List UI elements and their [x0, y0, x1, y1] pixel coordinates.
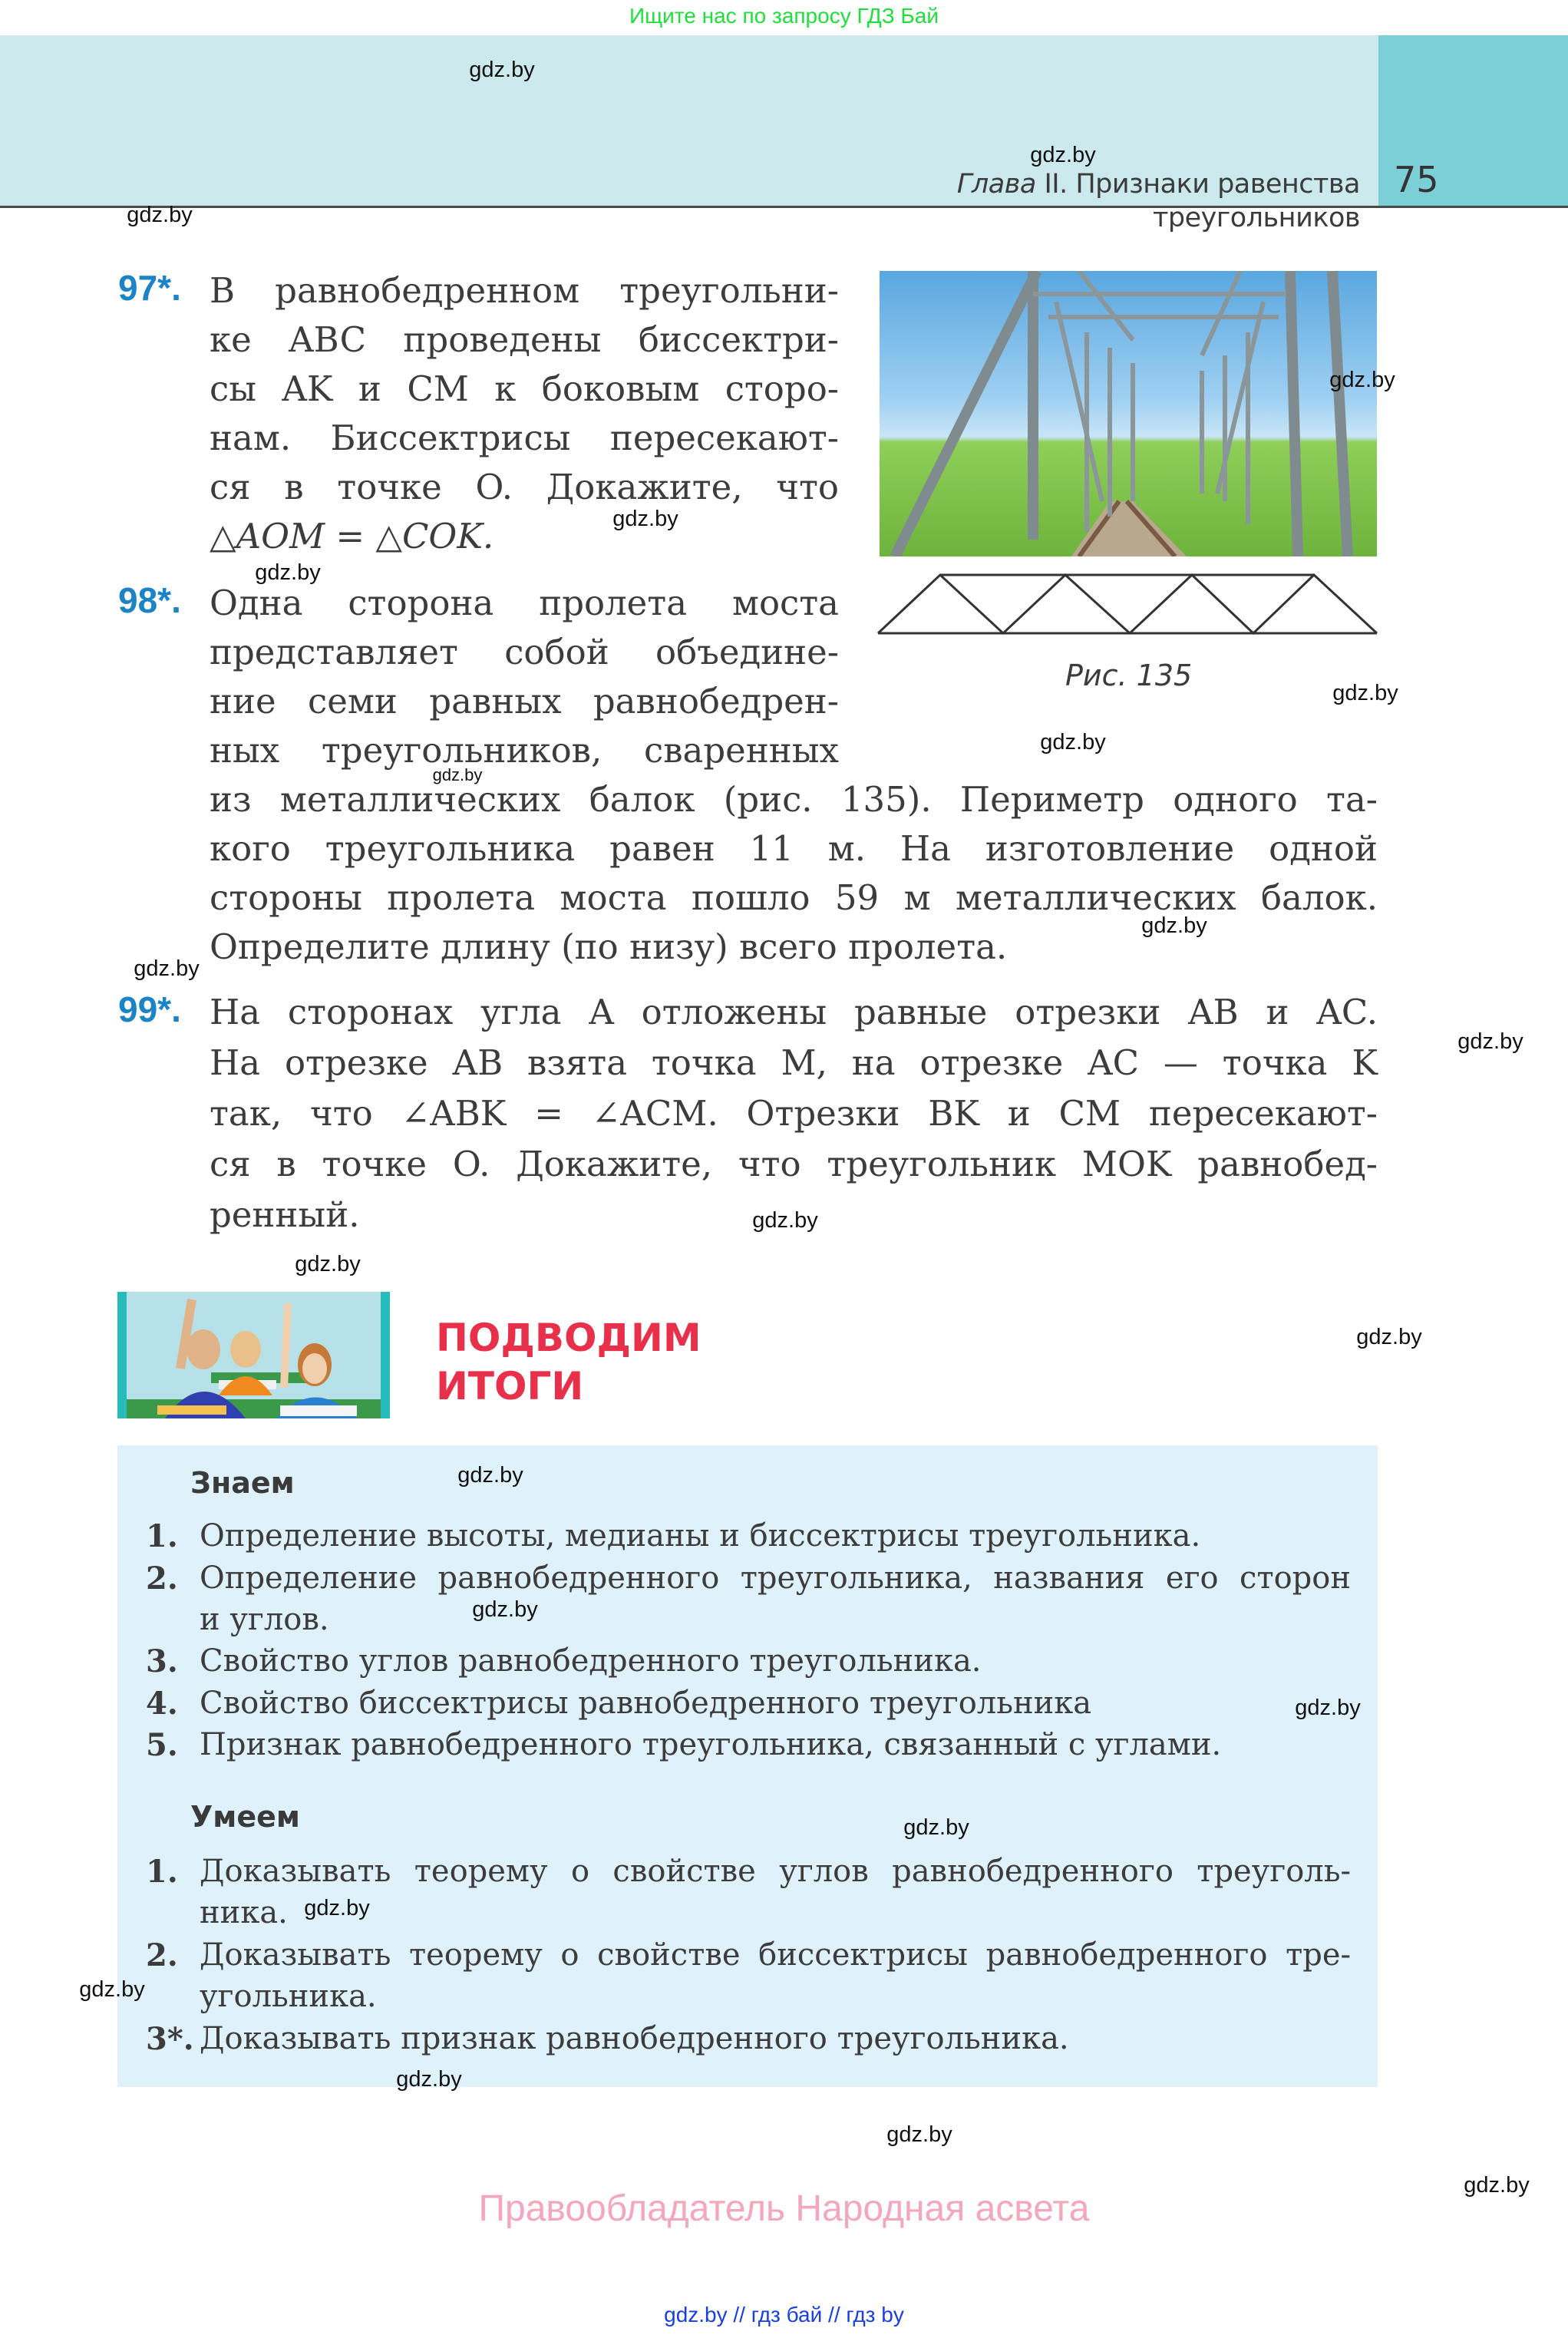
- watermark: gdz.by: [127, 203, 193, 227]
- problem-line: ных треугольников, сваренных: [210, 730, 839, 771]
- watermark: gdz.by: [886, 2122, 952, 2147]
- watermark: gdz.by: [255, 560, 321, 585]
- problem-number-99: 99*.: [118, 989, 181, 1029]
- bridge-truss-diagram: [875, 572, 1381, 637]
- watermark: gdz.by: [469, 58, 535, 82]
- problem-line: ренный.: [210, 1194, 360, 1235]
- list-item: Доказывать теорему о свойстве углов равнобедренного треуголь-: [200, 1854, 1351, 1889]
- page-number: 75: [1394, 159, 1439, 200]
- know-heading: Знаем: [190, 1466, 295, 1500]
- watermark: gdz.by: [457, 1463, 523, 1488]
- chapter-title: [760, 167, 1360, 235]
- list-item: Признак равнобедренного треугольника, связанный с углами.: [200, 1727, 1222, 1762]
- list-item: угольника.: [200, 1979, 377, 2014]
- watermark: gdz.by: [1295, 1696, 1361, 1720]
- problem-line: представляет собой объедине-: [210, 632, 839, 672]
- watermark: gdz.by: [304, 1896, 370, 1920]
- list-item: ника.: [200, 1895, 288, 1930]
- chapter-label: Глава: [956, 169, 1036, 200]
- problem-line: ся в точке O. Докажите, что: [210, 467, 839, 507]
- list-number: 2.: [146, 1937, 178, 1973]
- watermark: gdz.by: [1356, 1325, 1422, 1349]
- search-banner: Ищите нас по запросу ГДЗ Бай: [629, 4, 939, 28]
- can-heading: Умеем: [190, 1800, 300, 1834]
- problem-line: ся в точке O. Докажите, что треугольник MOK равнобед-: [210, 1144, 1378, 1184]
- watermark: gdz.by: [1030, 143, 1096, 167]
- problem-line: На отрезке AB взята точка M, на отрезке AC — точка K: [210, 1042, 1378, 1083]
- problem-number-97: 97*.: [118, 268, 181, 308]
- bridge-photo: [880, 271, 1377, 556]
- watermark: gdz.by: [752, 1208, 818, 1233]
- list-number: 1.: [146, 1518, 178, 1554]
- copyright-notice: Правообладатель Народная асвета: [478, 2188, 1090, 2229]
- watermark: gdz.by: [1464, 2173, 1530, 2198]
- watermark: gdz.by: [432, 765, 483, 784]
- problem-line: из металлических балок (рис. 135). Периметр одного та-: [210, 779, 1378, 820]
- watermark: gdz.by: [903, 1815, 969, 1840]
- watermark: gdz.by: [1332, 681, 1398, 705]
- students-raising-hands-illustration: [117, 1292, 390, 1418]
- list-item: и углов.: [200, 1602, 329, 1637]
- list-item: Свойство углов равнобедренного треугольника.: [200, 1643, 982, 1679]
- list-item: Доказывать признак равнобедренного треугольника.: [200, 2021, 1069, 2056]
- bridge-truss-illustration: [880, 271, 1377, 556]
- watermark: gdz.by: [472, 1597, 538, 1622]
- problem-line: В равнобедренном треугольни-: [210, 270, 839, 311]
- problem-line: Определите длину (по низу) всего пролета.: [210, 926, 1008, 967]
- students-icon: [127, 1292, 381, 1418]
- footer-links[interactable]: gdz.by // гдз бай // гдз by: [664, 2303, 904, 2326]
- list-number: 5.: [146, 1727, 178, 1763]
- problem-line: нам. Биссектрисы пересекают-: [210, 418, 839, 458]
- problem-line: стороны пролета моста пошло 59 м металлических балок.: [210, 877, 1378, 918]
- list-number: 4.: [146, 1686, 178, 1722]
- problem-number-98: 98*.: [118, 580, 181, 620]
- summary-heading-line2: ИТОГИ: [436, 1364, 584, 1408]
- watermark: gdz.by: [1141, 913, 1207, 938]
- list-item: Определение равнобедренного треугольника, названия его сторон: [200, 1560, 1351, 1596]
- list-number: 1.: [146, 1854, 178, 1890]
- chapter-name: II. Признаки равенства треугольников: [1035, 169, 1360, 233]
- problem-line: △AOM = △COK.: [210, 516, 494, 556]
- watermark: gdz.by: [396, 2067, 462, 2092]
- problem-line: На сторонах угла A отложены равные отрезки AB и AC.: [210, 992, 1378, 1032]
- problem-line: Одна сторона пролета моста: [210, 583, 839, 623]
- watermark: gdz.by: [612, 507, 678, 531]
- list-item: Свойство биссектрисы равнобедренного треугольника: [200, 1686, 1092, 1721]
- watermark: gdz.by: [1040, 730, 1106, 755]
- watermark: gdz.by: [134, 956, 200, 981]
- problem-line: ние семи равных равнобедрен-: [210, 681, 839, 722]
- summary-heading: [436, 1314, 701, 1411]
- watermark: gdz.by: [79, 1977, 145, 2002]
- problem-line: ке ABC проведены биссектри-: [210, 319, 839, 360]
- summary-heading-line1: ПОДВОДИМ: [436, 1316, 701, 1360]
- list-number: 3*.: [146, 2021, 194, 2057]
- problem-line: сы AK и CM к боковым сторо-: [210, 368, 839, 409]
- figure-caption: Рис. 135: [1065, 659, 1193, 692]
- watermark: gdz.by: [1329, 368, 1395, 392]
- list-item: Определение высоты, медианы и биссектрисы треугольника.: [200, 1518, 1201, 1554]
- watermark: gdz.by: [1457, 1029, 1523, 1054]
- list-item: Доказывать теорему о свойстве биссектрисы равнобедренного тре-: [200, 1937, 1351, 1973]
- watermark: gdz.by: [295, 1252, 361, 1276]
- problem-line: кого треугольника равен 11 м. На изготовление одной: [210, 828, 1378, 869]
- list-number: 3.: [146, 1643, 178, 1679]
- list-number: 2.: [146, 1560, 178, 1597]
- problem-line: так, что ∠ABK = ∠ACM. Отрезки BK и CM пересекают-: [210, 1093, 1378, 1134]
